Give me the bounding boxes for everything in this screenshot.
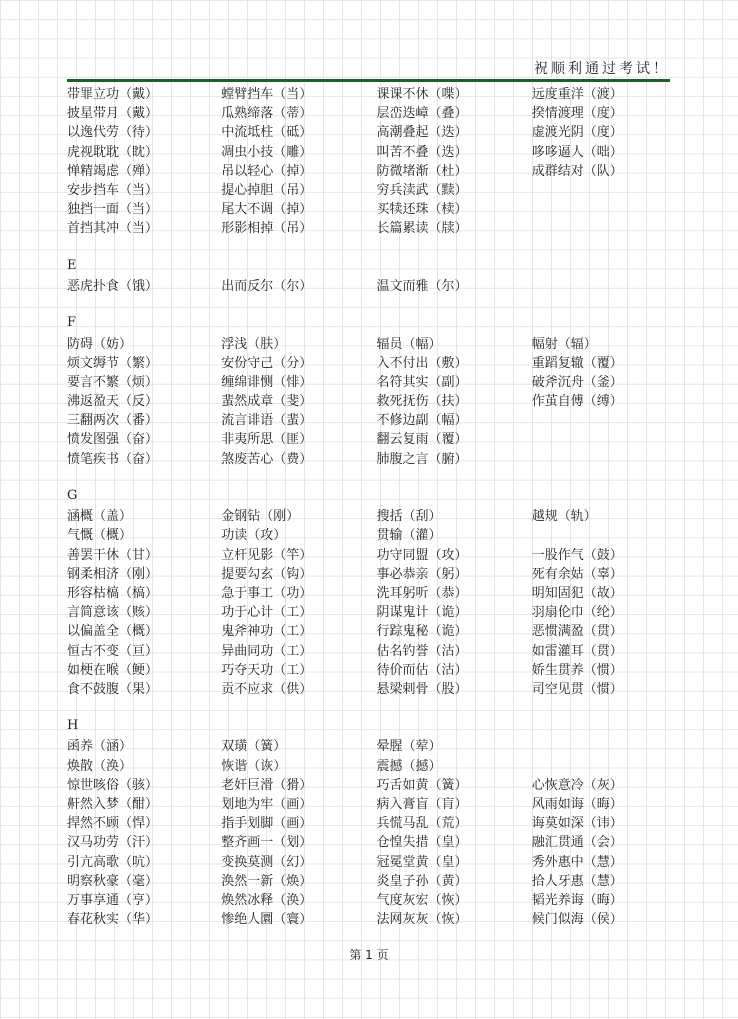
section-letter: H — [67, 718, 79, 734]
word-entry: 明察秋豪（毫） — [67, 873, 159, 889]
list-row — [67, 908, 687, 927]
list-row — [67, 371, 687, 390]
list-row — [67, 409, 687, 428]
word-entry: 心恢意冷（灰） — [531, 777, 623, 793]
word-entry: 非夷所思（匪） — [221, 432, 313, 448]
word-entry: 蜚然成章（斐） — [221, 394, 313, 410]
word-entry: 洗耳躬听（恭） — [376, 585, 468, 601]
word-entry: 以逸代劳（待） — [67, 125, 159, 141]
word-entry: 缠绵诽恻（悱） — [221, 374, 313, 390]
word-entry: 浮浅（肤） — [221, 336, 287, 352]
word-entry: 指手划脚（画） — [221, 816, 313, 832]
word-entry: 双璜（簧） — [221, 739, 287, 755]
word-entry: 成群结对（队） — [531, 163, 623, 179]
word-entry: 金钢钻（刚） — [221, 509, 300, 525]
word-entry: 课课不休（喋） — [376, 87, 468, 103]
word-entry: 提心掉胆（吊） — [221, 183, 313, 199]
word-entry: 瓜熟缔落（蒂） — [221, 106, 313, 122]
word-entry: 防碍（妨） — [67, 336, 133, 352]
list-row — [67, 582, 687, 601]
word-entry: 恶惯满盈（贯） — [531, 624, 623, 640]
list-row — [67, 505, 687, 524]
list-row — [67, 448, 687, 467]
word-entry: 穷兵渎武（黩） — [376, 183, 468, 199]
list-row — [67, 812, 687, 831]
word-entry: 以偏盖全（概） — [67, 624, 159, 640]
word-entry: 独挡一面（当） — [67, 202, 159, 218]
word-entry: 越规（轨） — [531, 509, 597, 525]
list-row — [67, 851, 687, 870]
word-entry: 气度灰宏（恢） — [376, 892, 468, 908]
word-entry: 恶虎扑食（饿） — [67, 278, 159, 294]
word-entry: 螳臂挡车（当） — [221, 87, 313, 103]
list-row — [67, 544, 687, 563]
word-entry: 煞废苦心（费） — [221, 451, 313, 467]
word-entry: 立杆见影（竿） — [221, 547, 313, 563]
word-entry: 钢柔相济（刚） — [67, 566, 159, 582]
word-entry: 捍然不顾（悍） — [67, 816, 159, 832]
word-entry: 安份守己（分） — [221, 355, 313, 371]
word-entry: 划地为牢（画） — [221, 797, 313, 813]
list-row — [67, 870, 687, 889]
word-entry: 尾大不调（掉） — [221, 202, 313, 218]
word-entry: 惊世咳俗（骇） — [67, 777, 159, 793]
word-entry: 行踪鬼秘（诡） — [376, 624, 468, 640]
word-entry: 救死抚伤（扶） — [376, 394, 468, 410]
word-entry: 不修边副（幅） — [376, 413, 468, 429]
section — [67, 237, 687, 295]
list-row — [67, 831, 687, 850]
list-row — [67, 620, 687, 639]
list-row — [67, 735, 687, 754]
list-row — [67, 275, 687, 294]
word-entry: 鬼斧神功（工） — [221, 624, 313, 640]
word-entry: 风雨如诲（晦） — [531, 797, 623, 813]
list-row — [67, 179, 687, 198]
list-row — [67, 563, 687, 582]
word-entry: 羽扇伦巾（纶） — [531, 605, 623, 621]
list-row — [67, 524, 687, 543]
list-row — [67, 601, 687, 620]
word-entry: 明知固犯（故） — [531, 585, 623, 601]
word-entry: 三翻两次（番） — [67, 413, 159, 429]
word-entry: 鼾然入梦（酣） — [67, 797, 159, 813]
word-entry: 气慨（概） — [67, 528, 133, 544]
word-entry: 病入膏盲（肓） — [376, 797, 468, 813]
word-entry: 出而反尔（尔） — [221, 278, 313, 294]
word-entry: 作茧自傅（缚） — [531, 394, 623, 410]
word-entry: 辐员（幅） — [376, 336, 442, 352]
word-entry: 急于事工（功） — [221, 585, 313, 601]
word-entry: 披星带月（戴） — [67, 106, 159, 122]
list-row — [67, 428, 687, 447]
word-entry: 引亢高歌（吭） — [67, 854, 159, 870]
list-row — [67, 160, 687, 179]
word-entry: 虎视耽耽（眈） — [67, 144, 159, 160]
word-entry: 重蹈复辙（覆） — [531, 355, 623, 371]
word-entry: 异曲同功（工） — [221, 643, 313, 659]
word-entry: 远度重洋（渡） — [531, 87, 623, 103]
word-entry: 融汇贯通（会） — [531, 835, 623, 851]
word-entry: 巧夺天功（工） — [221, 662, 313, 678]
section — [67, 83, 687, 237]
word-entry: 提要勾玄（钩） — [221, 566, 313, 582]
word-entry: 温文而雅（尔） — [376, 278, 468, 294]
word-entry: 候门似海（侯） — [531, 912, 623, 928]
word-entry: 功守同盟（攻） — [376, 547, 468, 563]
word-entry: 凋虫小技（雕） — [221, 144, 313, 160]
word-entry: 哆哆逼人（咄） — [531, 144, 623, 160]
word-entry: 贯输（灌） — [376, 528, 442, 544]
word-entry: 肺腹之言（腑） — [376, 451, 468, 467]
word-entry: 拾人牙惠（慧） — [531, 873, 623, 889]
word-entry: 汉马功劳（汗） — [67, 835, 159, 851]
word-entry: 功于心计（工） — [221, 605, 313, 621]
word-entry: 惨绝人圜（寰） — [221, 912, 313, 928]
word-entry: 估名钓誉（沽） — [376, 643, 468, 659]
word-entry: 震撼（撼） — [376, 758, 442, 774]
word-entry: 焕散（涣） — [67, 758, 133, 774]
word-entry: 愤笔疾书（奋） — [67, 451, 159, 467]
word-entry: 愤发图强（奋） — [67, 432, 159, 448]
word-entry: 名符其实（副） — [376, 374, 468, 390]
section-gap — [67, 237, 687, 256]
word-entry: 中流坻柱（砥） — [221, 125, 313, 141]
word-entry: 如梗在喉（鲠） — [67, 662, 159, 678]
word-entry: 老奸巨滑（猾） — [221, 777, 313, 793]
word-entry: 破斧沉舟（釜） — [531, 374, 623, 390]
list-row — [67, 102, 687, 121]
list-row — [67, 774, 687, 793]
list-row — [67, 755, 687, 774]
section-gap — [67, 697, 687, 716]
word-entry: 形容枯槁（槁） — [67, 585, 159, 601]
word-entry: 惮精竭虑（殚） — [67, 163, 159, 179]
word-entry: 高潮叠起（迭） — [376, 125, 468, 141]
word-entry: 虚渡光阴（度） — [531, 125, 623, 141]
word-entry: 贡不应求（供） — [221, 681, 313, 697]
list-row — [67, 793, 687, 812]
word-entry: 娇生贯养（惯） — [531, 662, 623, 678]
word-entry: 函养（涵） — [67, 739, 133, 755]
word-entry: 言简意该（赅） — [67, 605, 159, 621]
list-row — [67, 141, 687, 160]
word-entry: 事必恭亲（躬） — [376, 566, 468, 582]
word-entry: 恒古不变（亘） — [67, 643, 159, 659]
word-entry: 防微堵渐（杜） — [376, 163, 468, 179]
word-entry: 悬梁剌骨（股） — [376, 681, 468, 697]
word-entry: 涣然一新（焕） — [221, 873, 313, 889]
word-entry: 烦文缛节（繁） — [67, 355, 159, 371]
word-entry: 安步挡车（当） — [67, 183, 159, 199]
word-entry: 炎皇子孙（黄） — [376, 873, 468, 889]
word-entry: 吊以轻心（掉） — [221, 163, 313, 179]
word-entry: 翻云复雨（覆） — [376, 432, 468, 448]
word-entry: 恢谐（诙） — [221, 758, 287, 774]
page-number: 第 1 页 — [349, 948, 389, 962]
word-entry: 秀外惠中（慧） — [531, 854, 623, 870]
word-entry: 仓惶失措（皇） — [376, 835, 468, 851]
word-entry: 层峦迭嶂（叠） — [376, 106, 468, 122]
header-title: 祝顺利通过考试！ — [534, 61, 670, 77]
word-entry: 善罢干休（甘） — [67, 547, 159, 563]
list-row — [67, 390, 687, 409]
word-entry: 首挡其冲（当） — [67, 221, 159, 237]
list-row — [67, 639, 687, 658]
word-entry: 死有余姑（辜） — [531, 566, 623, 582]
section-gap — [67, 467, 687, 486]
section-letter: E — [67, 257, 77, 273]
section-letter: F — [67, 315, 77, 331]
word-entry: 韬光养诲（晦） — [531, 892, 623, 908]
word-entry: 冠冕堂黄（皇） — [376, 854, 468, 870]
word-entry: 待价而估（沽） — [376, 662, 468, 678]
word-entry: 法网灰灰（恢） — [376, 912, 468, 928]
list-row — [67, 198, 687, 217]
section — [67, 467, 687, 697]
word-entry: 诲莫如深（讳） — [531, 816, 623, 832]
list-row — [67, 678, 687, 697]
word-entry: 要言不繁（烦） — [67, 374, 159, 390]
word-entry: 司空见贯（惯） — [531, 681, 623, 697]
word-entry: 叫苦不叠（迭） — [376, 144, 468, 160]
word-entry: 食不鼓腹（果） — [67, 681, 159, 697]
word-entry: 晕腥（荤） — [376, 739, 442, 755]
word-entry: 带罪立功（戴） — [67, 87, 159, 103]
list-row — [67, 332, 687, 351]
word-entry: 整齐画一（划） — [221, 835, 313, 851]
section-gap — [67, 294, 687, 313]
section-letter: G — [67, 488, 78, 504]
word-entry: 兵慌马乱（荒） — [376, 816, 468, 832]
word-entry: 流言诽语（蜚） — [221, 413, 313, 429]
word-entry: 搜括（刮） — [376, 509, 442, 525]
word-entry: 春花秋实（华） — [67, 912, 159, 928]
list-row — [67, 659, 687, 678]
word-entry: 买犊还珠（椟） — [376, 202, 468, 218]
section — [67, 294, 687, 467]
word-entry: 一股作气（鼓） — [531, 547, 623, 563]
word-entry: 揆情渡理（度） — [531, 106, 623, 122]
section — [67, 697, 687, 927]
word-entry: 入不付出（敷） — [376, 355, 468, 371]
list-row — [67, 352, 687, 371]
word-entry: 幅射（辐） — [531, 336, 597, 352]
word-entry: 巧舌如黄（簧） — [376, 777, 468, 793]
word-entry: 变换莫测（幻） — [221, 854, 313, 870]
list-row — [67, 83, 687, 102]
word-entry: 形影相掉（吊） — [221, 221, 313, 237]
word-list — [67, 83, 687, 927]
word-entry: 万事享通（亨） — [67, 892, 159, 908]
word-entry: 如雷灌耳（贯） — [531, 643, 623, 659]
list-row — [67, 121, 687, 140]
word-entry: 长篇累读（牍） — [376, 221, 468, 237]
list-row — [67, 217, 687, 236]
word-entry: 功读（攻） — [221, 528, 287, 544]
word-entry: 涵概（盖） — [67, 509, 133, 525]
word-entry: 焕然冰释（涣） — [221, 892, 313, 908]
word-entry: 沸返盈天（反） — [67, 394, 159, 410]
header-divider — [67, 79, 670, 82]
word-entry: 阴谋鬼计（诡） — [376, 605, 468, 621]
list-row — [67, 889, 687, 908]
